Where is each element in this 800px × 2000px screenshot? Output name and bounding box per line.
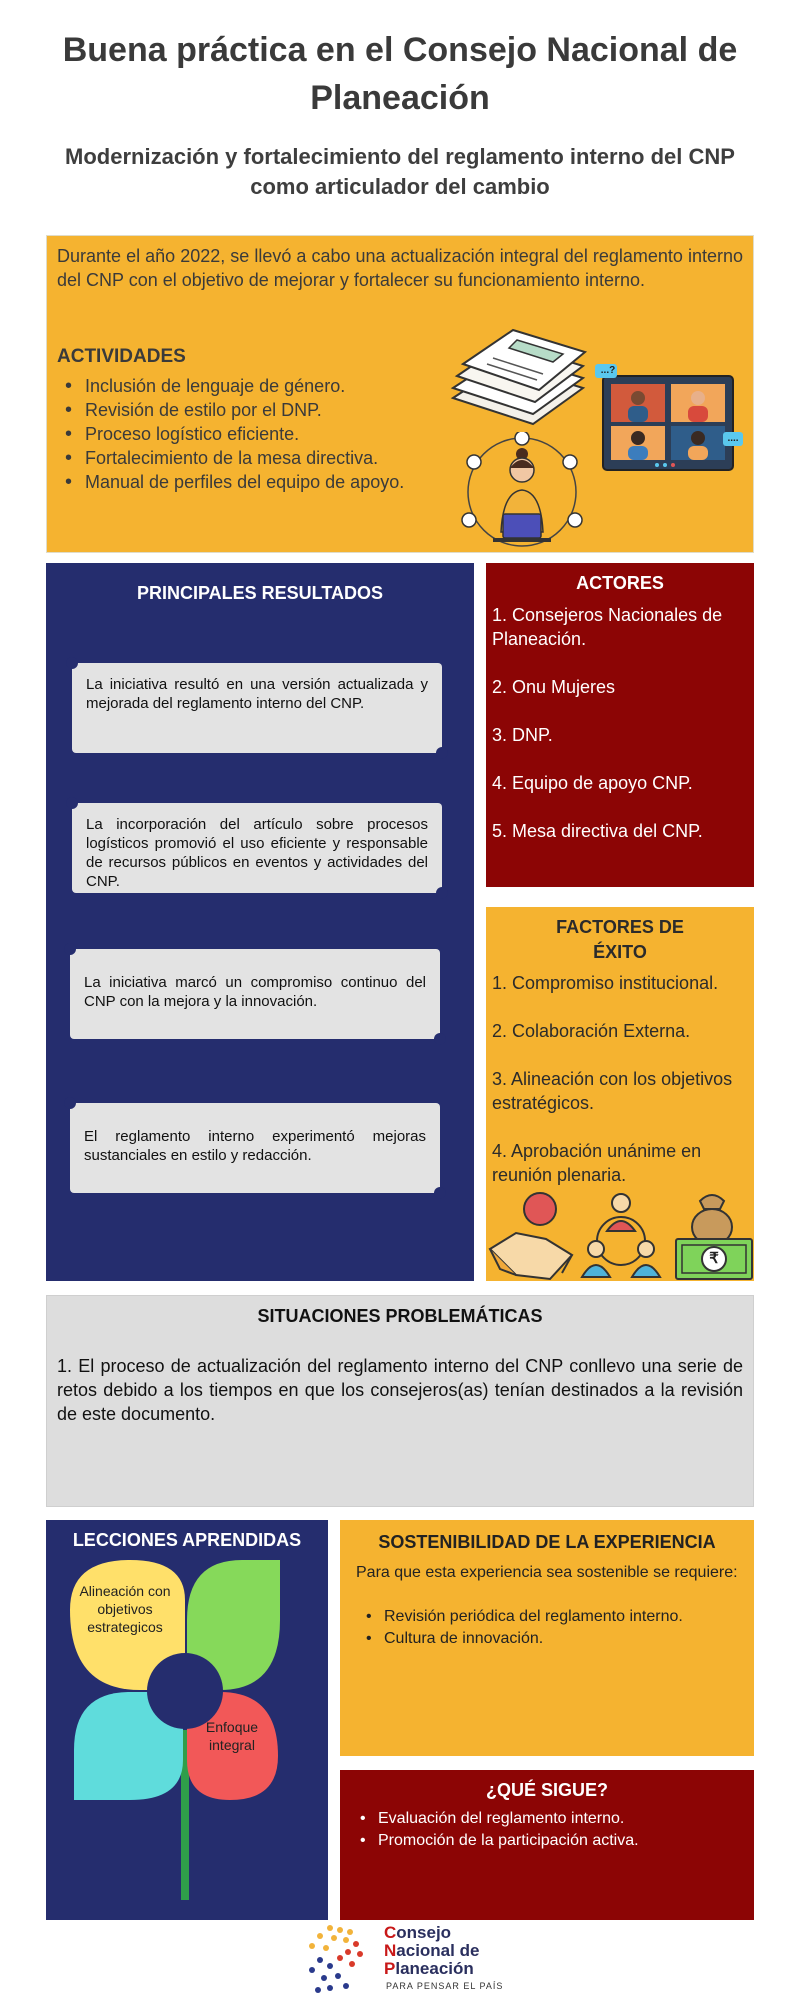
page-subtitle: Modernización y fortalecimiento del reglamento interno del CNP como articulador del cambio [65,144,735,199]
list-item: 5. Mesa directiva del CNP. [492,821,703,841]
sustainability-intro: Para que esta experiencia sea sostenible se requiere: [356,1564,738,1581]
list-item: 1. Compromiso institucional. [492,973,719,993]
sustainability-title: SOSTENIBILIDAD DE LA EXPERIENCIA [378,1532,716,1552]
cnp-logo-dots-icon [300,1924,380,1996]
result-card [70,1103,440,1193]
sustainability-list [356,1606,746,1650]
page-title: Buena práctica en el Consejo Nacional de Planeación [62,31,738,117]
intro-text: Durante el año 2022, se llevó a cabo una actualización integral del reglamento interno del CNP con el objetivo de mejorar y fortalecer su funcionamiento interno. [57,246,743,290]
actors-list [492,603,750,867]
activities-list [57,374,437,494]
result-text: El reglamento interno experimentó mejoras sustanciales en estilo y redacción. [84,1128,426,1164]
list-item: • Revisión periódica del reglamento interno. [356,1606,746,1628]
list-item: 2. Colaboración Externa. [492,1021,691,1041]
cnp-logo-text [384,1924,479,1978]
result-card [72,663,442,753]
problems-title: SITUACIONES PROBLEMÁTICAS [257,1306,543,1326]
intro-section [46,235,754,553]
lesson-petal-1: Alineación con objetivos estrategicos [79,1583,171,1635]
video-call-icon [595,364,745,474]
result-card [70,949,440,1039]
lessons-title: LECCIONES APRENDIDAS [72,1530,302,1550]
list-item: 3. Alineación con los objetivos estratégicos. [492,1069,733,1113]
list-item: • Revisión de estilo por el DNP. [57,398,437,422]
actors-section [486,563,754,887]
result-text: La iniciativa resultó en una versión actualizada y mejorada del reglamento interno del CNP. [86,676,428,712]
next-steps-list [350,1808,746,1852]
logo-initial: C [384,1923,397,1942]
actors-title: ACTORES [576,573,664,593]
chat-bubble-text: ...? [600,365,616,376]
list-item: • Manual de perfiles del equipo de apoyo. [57,470,437,494]
problems-section [46,1295,754,1507]
list-item: • Proceso logístico eficiente. [57,422,437,446]
handshake-icon [486,1189,576,1281]
team-network-icon [576,1191,666,1281]
results-section [46,563,474,1281]
list-item: 4. Equipo de apoyo CNP. [492,773,693,793]
logo-word: laneación [395,1959,474,1978]
result-text: La incorporación del artículo sobre procesos logísticos promovió el uso eficiente y responsable de recursos públicos en eventos y actividades del CNP. [86,816,428,890]
list-item: 3. DNP. [492,725,553,745]
logo-initial: P [384,1959,396,1978]
money-symbol: ₹ [709,1250,719,1267]
list-item: 2. Onu Mujeres [492,677,616,697]
lessons-section [46,1520,328,1920]
logo-word: acional de [396,1941,480,1960]
factors-title-line1: FACTORES DE [556,917,684,937]
cnp-logo-tagline: PARA PENSAR EL PAÍS [386,1981,504,1991]
problems-text: 1. El proceso de actualización del reglamento interno del CNP conllevo una serie de retos debido a los tiempos en que los consejeros(as) tenían destinados a la revisión de este documento. [57,1356,743,1424]
list-item: • Evaluación del reglamento interno. [350,1808,746,1830]
sustainability-section [340,1520,754,1756]
result-text: La iniciativa marcó un compromiso continuo del CNP con la mejora y la innovación. [84,974,426,1010]
next-steps-title: ¿QUÉ SIGUE? [485,1780,608,1800]
list-item: • Promoción de la participación activa. [350,1830,746,1852]
results-title: PRINCIPALES RESULTADOS [136,583,383,603]
chat-bubble-text-2: .... [727,433,739,444]
activities-title: ACTIVIDADES [57,346,186,367]
logo-word: onsejo [396,1923,452,1942]
next-steps-section [340,1770,754,1920]
list-item: • Cultura de innovación. [356,1628,746,1650]
list-item: 4. Aprobación unánime en reunión plenaria. [492,1141,702,1185]
woman-laptop-icon [457,432,587,552]
logo-initial: N [384,1941,397,1960]
list-item: • Inclusión de lenguaje de género. [57,374,437,398]
result-card [72,803,442,893]
lesson-petal-2: Enfoque integral [205,1719,259,1753]
list-item: • Fortalecimiento de la mesa directiva. [57,446,437,470]
factors-list [492,971,754,1211]
list-item: 1. Consejeros Nacionales de Planeación. [492,605,723,649]
factors-title-line2: ÉXITO [593,942,647,962]
documents-stack-icon [443,328,593,428]
success-factors-section [486,907,754,1281]
